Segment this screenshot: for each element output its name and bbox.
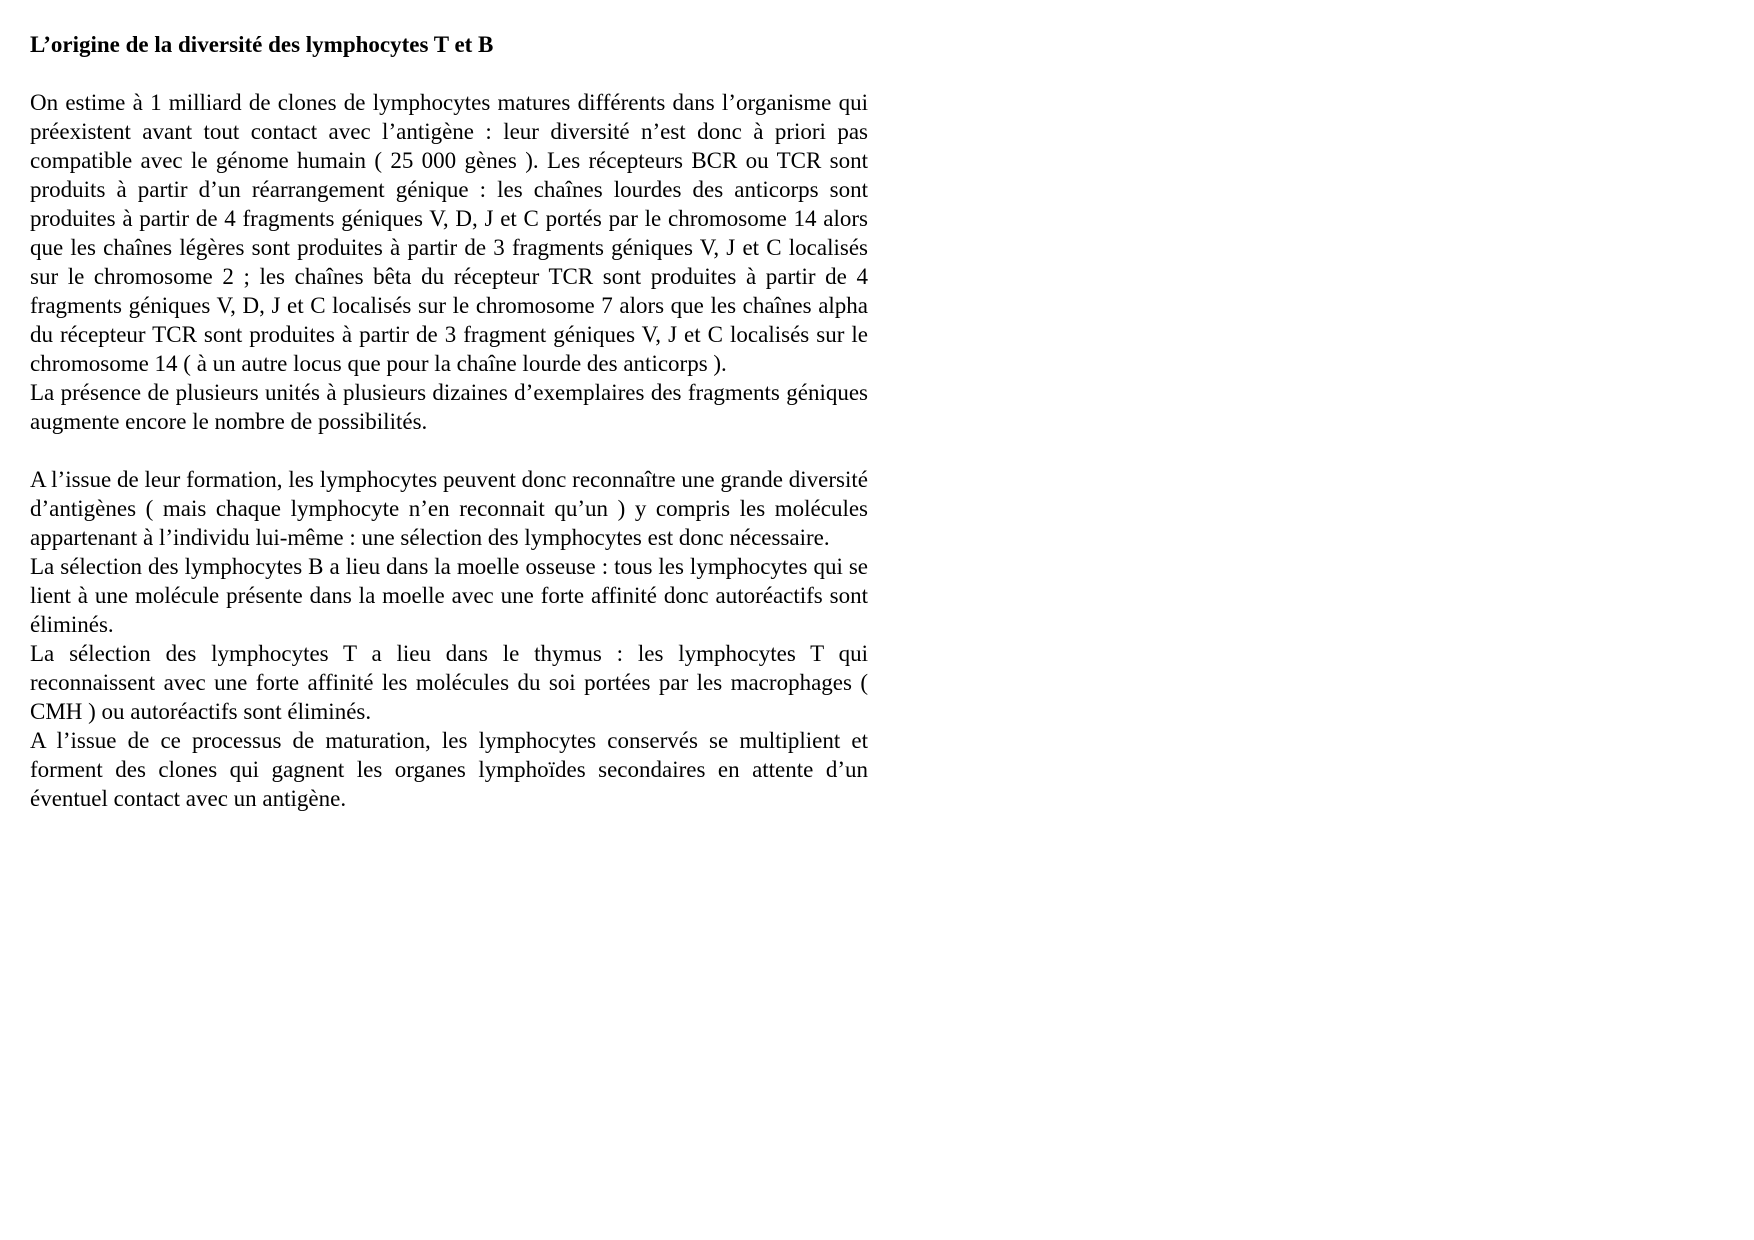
paragraph-gene-fragments: La présence de plusieurs unités à plusieurs dizaines d’exemplaires des fragments géniques augmente encore le nombre de possibilités. <box>30 380 868 434</box>
paragraph-t-cell-selection: La sélection des lymphocytes T a lieu dans le thymus : les lymphocytes T qui reconnaissent avec une forte affinité les molécules du soi portées par les macrophages ( CMH ) ou autoréactifs sont éliminés. <box>30 641 868 724</box>
paragraph-b-cell-selection: La sélection des lymphocytes B a lieu dans la moelle osseuse : tous les lymphocytes qui se lient à une molécule présente dans la moelle avec une forte affinité donc autoréactifs sont éliminés. <box>30 554 868 637</box>
spacer <box>30 59 868 88</box>
spacer <box>30 436 868 465</box>
paragraph-clonal-diversity: On estime à 1 milliard de clones de lymphocytes matures différents dans l’organisme qui préexistent avant tout contact avec l’antigène : leur diversité n’est donc à priori pas compatible avec le génome humain ( 25 000 gènes ). Les récepteurs BCR ou TCR sont produits à partir d’un réarrangement génique : les chaînes lourdes des anticorps sont produites à partir de 4 fragments géniques V, D, J et C portés par le chromosome 14 alors que les chaînes légères sont produites à partir de 3 fragments géniques V, J et C localisés sur le chromosome 2 ; les chaînes bêta du récepteur TCR sont produites à partir de 4 fragments géniques V, D, J et C localisés sur le chromosome 7 alors que les chaînes alpha du récepteur TCR sont produites à partir de 3 fragment géniques V, J et C localisés sur le chromosome 14 ( à un autre locus que pour la chaîne lourde des anticorps ). <box>30 90 868 376</box>
paragraph-need-for-selection: A l’issue de leur formation, les lymphocytes peuvent donc reconnaître une grande diversité d’antigènes ( mais chaque lymphocyte n’en reconnait qu’un ) y compris les molécules appartenant à l’individu lui-même : une sélection des lymphocytes est donc nécessaire. <box>30 467 868 550</box>
text-column <box>30 30 868 813</box>
paragraph-maturation-outcome: A l’issue de ce processus de maturation, les lymphocytes conservés se multiplient et forment des clones qui gagnent les organes lymphoïdes secondaires en attente d’un éventuel contact avec un antigène. <box>30 728 868 811</box>
document-title: L’origine de la diversité des lymphocytes T et B <box>30 32 494 57</box>
